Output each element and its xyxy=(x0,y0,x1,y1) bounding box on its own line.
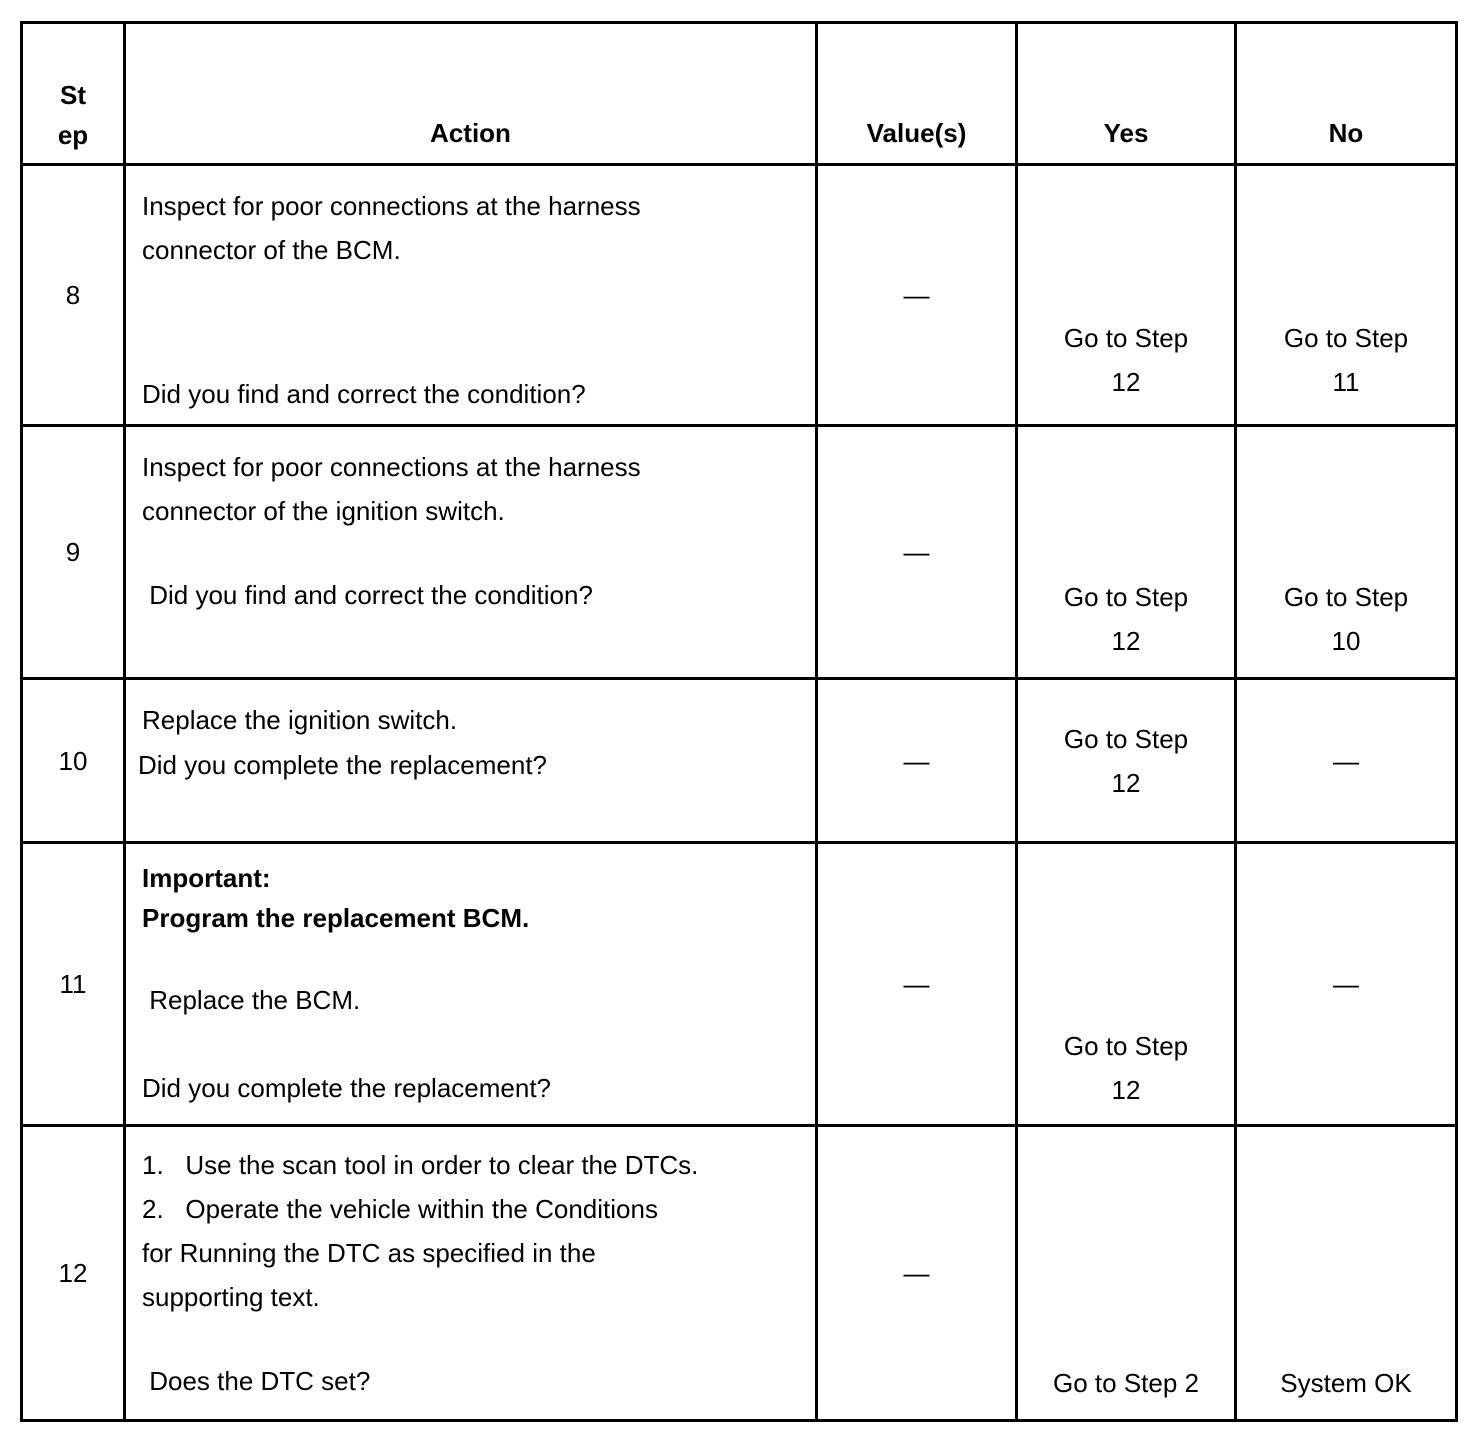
header-step-line-2: ep xyxy=(57,120,89,150)
action-cell xyxy=(125,843,817,1126)
yes-line: 12 xyxy=(1111,1075,1141,1105)
important-label: Important: xyxy=(142,863,271,893)
action-question: Did you complete the replacement? xyxy=(142,1073,552,1103)
table-row xyxy=(22,843,1457,1126)
yes-cell xyxy=(1017,843,1236,1126)
yes-line: 12 xyxy=(1111,767,1141,798)
value-cell: — xyxy=(817,843,1017,1126)
action-cell xyxy=(125,1126,817,1421)
step-number: 11 xyxy=(22,843,125,1126)
action-line: for Running the DTC as specified in the xyxy=(142,1238,596,1268)
yes-cell xyxy=(1017,165,1236,426)
header-step-line-1: St xyxy=(60,80,86,110)
header-values: Value(s) xyxy=(817,23,1017,165)
yes-line: Go to Step xyxy=(1063,723,1189,754)
no-line: 11 xyxy=(1332,367,1360,397)
action-cell xyxy=(125,426,817,679)
no-cell xyxy=(1236,1126,1457,1421)
yes-line: 12 xyxy=(1111,367,1141,397)
action-line: Replace the BCM. xyxy=(142,985,361,1015)
step-number: 9 xyxy=(22,426,125,679)
action-cell xyxy=(125,165,817,426)
yes-line: Go to Step xyxy=(1063,1031,1189,1061)
table-row xyxy=(22,426,1457,679)
yes-cell xyxy=(1017,426,1236,679)
yes-line: Go to Step xyxy=(1063,323,1189,353)
action-line: Replace the ignition switch. xyxy=(142,705,458,735)
diagnostic-table xyxy=(20,21,1458,1422)
step-number: 12 xyxy=(22,1126,125,1421)
action-line: 1. Use the scan tool in order to clear the DTCs. xyxy=(142,1150,699,1180)
value-cell: — xyxy=(817,679,1017,843)
yes-cell xyxy=(1017,679,1236,843)
action-question: Did you find and correct the condition? xyxy=(142,379,586,409)
no-cell xyxy=(1236,165,1457,426)
no-line: — xyxy=(1333,969,1359,999)
no-cell xyxy=(1236,426,1457,679)
no-line: Go to Step xyxy=(1283,582,1409,612)
action-line: Inspect for poor connections at the harness xyxy=(142,191,641,221)
action-cell xyxy=(125,679,817,843)
action-line: 2. Operate the vehicle within the Conditions xyxy=(142,1194,658,1224)
table-row xyxy=(22,679,1457,843)
no-line: 10 xyxy=(1331,626,1361,656)
yes-line: Go to Step xyxy=(1063,582,1189,612)
header-yes: Yes xyxy=(1017,23,1236,165)
yes-line: 12 xyxy=(1111,626,1141,656)
action-line: connector of the ignition switch. xyxy=(142,496,505,526)
action-question: Does the DTC set? xyxy=(142,1366,371,1396)
action-line: Inspect for poor connections at the harness xyxy=(142,452,641,482)
no-line: — xyxy=(1333,745,1359,776)
header-row xyxy=(22,23,1457,165)
action-line: supporting text. xyxy=(142,1282,320,1312)
action-line: connector of the BCM. xyxy=(142,235,401,265)
header-no: No xyxy=(1236,23,1457,165)
value-cell: — xyxy=(817,165,1017,426)
important-text: Program the replacement BCM. xyxy=(142,903,530,933)
table-row xyxy=(22,1126,1457,1421)
value-cell: — xyxy=(817,426,1017,679)
yes-line: Go to Step 2 xyxy=(1053,1368,1199,1398)
header-action: Action xyxy=(125,23,817,165)
action-question: Did you complete the replacement? xyxy=(138,750,548,780)
header-step xyxy=(22,23,125,165)
step-number: 10 xyxy=(22,679,125,843)
action-question: Did you find and correct the condition? xyxy=(142,580,593,610)
no-line: Go to Step xyxy=(1283,323,1409,353)
value-cell: — xyxy=(817,1126,1017,1421)
no-cell xyxy=(1236,679,1457,843)
table-row xyxy=(22,165,1457,426)
step-number: 8 xyxy=(22,165,125,426)
no-cell xyxy=(1236,843,1457,1126)
yes-cell xyxy=(1017,1126,1236,1421)
no-line: System OK xyxy=(1280,1368,1412,1398)
